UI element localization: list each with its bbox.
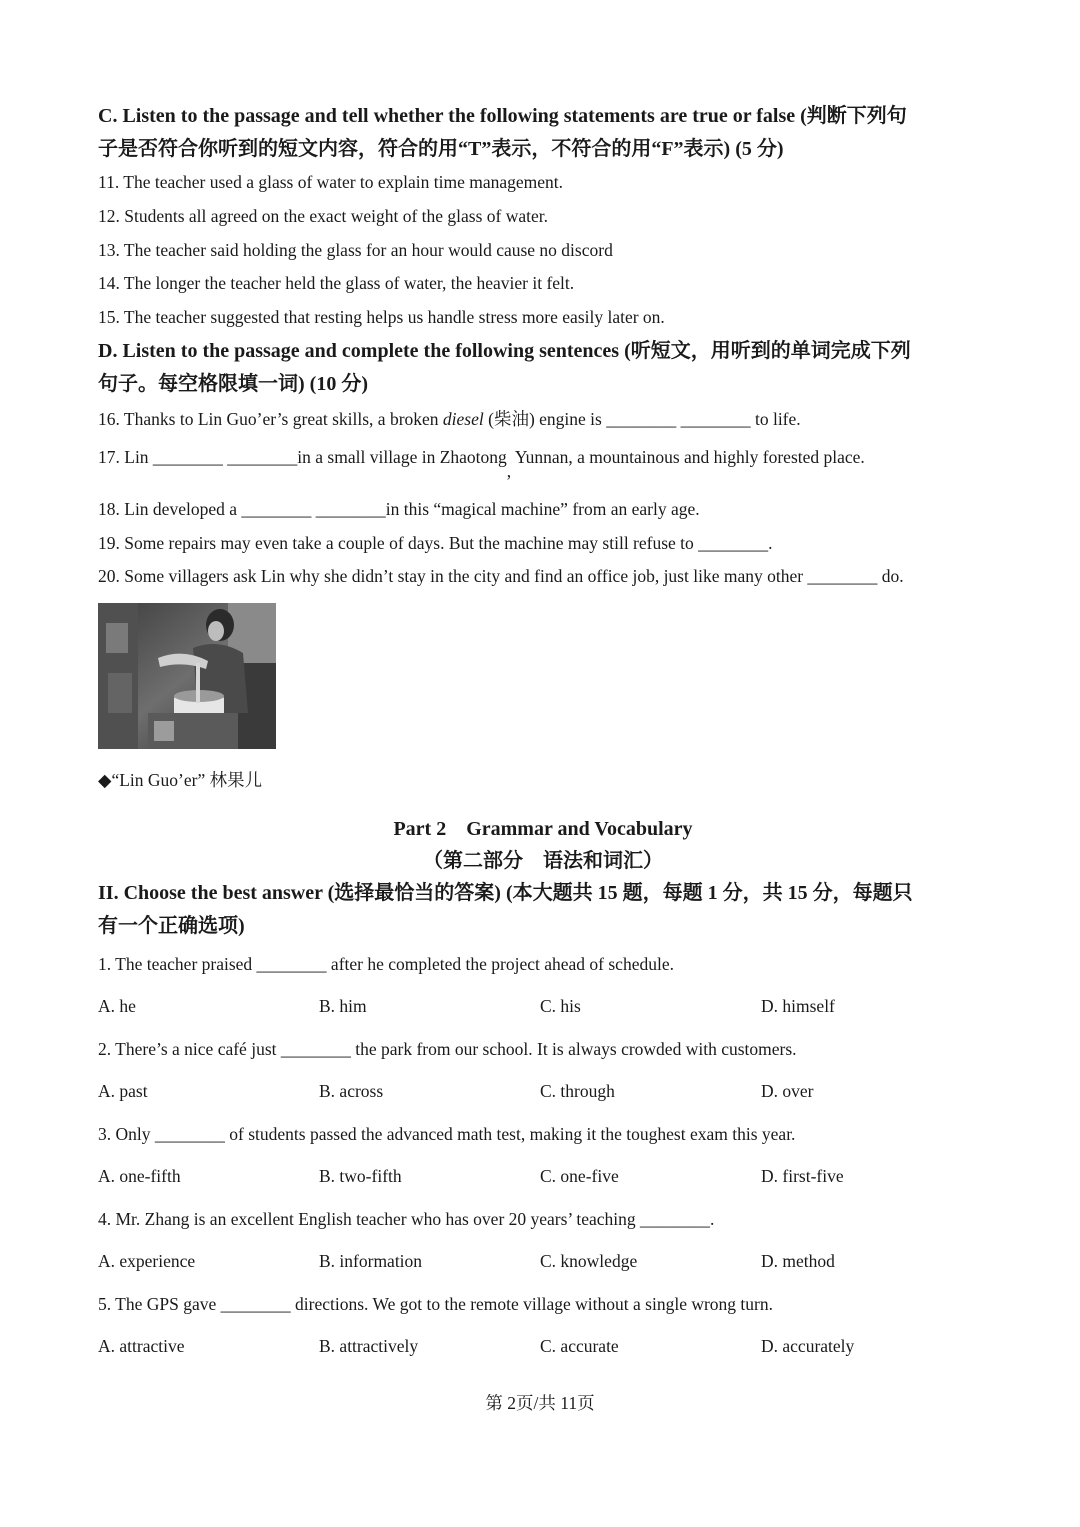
- section-c-heading: [98, 100, 988, 166]
- section-d-heading-line1: D. Listen to the passage and complete the following sentences (听短文，用听到的单词完成下列: [98, 339, 911, 362]
- option-d: D. over: [761, 1081, 814, 1102]
- sentence-16: [98, 403, 988, 437]
- option-c: C. knowledge: [540, 1251, 638, 1272]
- sentence-18: 18. Lin developed a ________ ________in this “magical machine” from an early age.: [98, 498, 700, 519]
- option-c: C. accurate: [540, 1336, 619, 1357]
- section-ii-heading-line1: II. Choose the best answer (选择最恰当的答案) (本大题共 15 题，每题 1 分，共 15 分，每题只: [98, 881, 913, 904]
- option-a: A. one-fifth: [98, 1166, 181, 1187]
- question-2: [98, 1028, 988, 1113]
- option-a: A. experience: [98, 1251, 196, 1272]
- option-b: B. across: [319, 1081, 384, 1102]
- sentence-17-comma: ,: [506, 460, 512, 481]
- sentence-20: 20. Some villagers ask Lin why she didn’t stay in the city and find an office job, just like many other ________ do.: [98, 566, 904, 587]
- section-ii-heading: [98, 877, 988, 943]
- option-d: D. himself: [761, 996, 835, 1017]
- sentence-19: 19. Some repairs may even take a couple of days. But the machine may still refuse to ________.: [98, 532, 773, 553]
- option-d: D. method: [761, 1251, 835, 1272]
- section-d-heading-line2: 句子。每空格限填一词) (10 分): [98, 372, 368, 395]
- statement-11: 11. The teacher used a glass of water to explain time management.: [98, 172, 564, 192]
- section-ii-heading-line2: 有一个正确选项): [98, 914, 245, 937]
- photo-image: [98, 603, 276, 749]
- options-row: [98, 1070, 988, 1113]
- option-b: B. attractively: [319, 1336, 419, 1357]
- option-b: B. two-fifth: [319, 1166, 402, 1187]
- section-d-heading: [98, 335, 988, 401]
- question-stem: 2. There’s a nice café just ________ the park from our school. It is always crowded with customers.: [98, 1038, 797, 1059]
- section-c-heading-line1: C. Listen to the passage and tell whether the following statements are true or false (判断下列句: [98, 105, 907, 127]
- option-a: A. past: [98, 1081, 148, 1102]
- lin-guoer-photo: [98, 603, 276, 749]
- part2-subtitle: （第二部分 语法和词汇）: [423, 849, 663, 872]
- statement-13: 13. The teacher said holding the glass for an hour would cause no discord: [98, 239, 613, 260]
- question-1: [98, 943, 988, 1028]
- option-d: D. accurately: [761, 1336, 855, 1357]
- page-number-footer: 第 2页/共 11页: [485, 1393, 595, 1413]
- options-row: [98, 1240, 988, 1283]
- option-d: D. first-five: [761, 1166, 844, 1187]
- question-stem: 3. Only ________ of students passed the advanced math test, making it the toughest exam this year.: [98, 1123, 796, 1144]
- sentence-17: [98, 441, 988, 493]
- sentence-16-start: 16. Thanks to Lin Guo’er’s great skills, a broken: [98, 408, 443, 429]
- sentence-17-start: 17. Lin ________ ________in a small village in Zhaotong: [98, 446, 507, 467]
- question-stem: 1. The teacher praised ________ after he completed the project ahead of schedule.: [98, 953, 674, 974]
- option-b: B. him: [319, 996, 367, 1017]
- question-3: [98, 1113, 988, 1198]
- question-stem: 4. Mr. Zhang is an excellent English teacher who has over 20 years’ teaching ________.: [98, 1208, 715, 1229]
- option-a: A. attractive: [98, 1336, 185, 1357]
- options-row: [98, 1325, 988, 1368]
- question-5: [98, 1283, 988, 1368]
- photo-caption: ◆“Lin Guo’er” 林果儿: [98, 770, 263, 791]
- statement-12: 12. Students all agreed on the exact weight of the glass of water.: [98, 205, 549, 226]
- option-a: A. he: [98, 996, 136, 1017]
- statement-14: 14. The longer the teacher held the glass of water, the heavier it felt.: [98, 273, 575, 294]
- option-c: C. his: [540, 996, 581, 1017]
- options-row: [98, 1155, 988, 1198]
- sentence-16-end: (柴油) engine is ________ ________ to life.: [483, 408, 801, 429]
- option-c: C. one-five: [540, 1166, 619, 1187]
- sentence-17-end: Yunnan, a mountainous and highly forested place.: [511, 446, 865, 467]
- options-row: [98, 985, 988, 1028]
- sentence-16-italic-word: diesel: [442, 408, 484, 429]
- part2-title: Part 2 Grammar and Vocabulary: [393, 817, 693, 840]
- exam-page: [98, 100, 988, 1368]
- statement-15: 15. The teacher suggested that resting helps us handle stress more easily later on.: [98, 307, 665, 328]
- question-stem: 5. The GPS gave ________ directions. We got to the remote village without a single wrong turn.: [98, 1293, 773, 1314]
- option-b: B. information: [319, 1251, 423, 1272]
- question-4: [98, 1198, 988, 1283]
- option-c: C. through: [540, 1081, 615, 1102]
- section-c-heading-line2: 子是否符合你听到的短文内容，符合的用“T”表示，不符合的用“F”表示) (5 分): [98, 138, 784, 160]
